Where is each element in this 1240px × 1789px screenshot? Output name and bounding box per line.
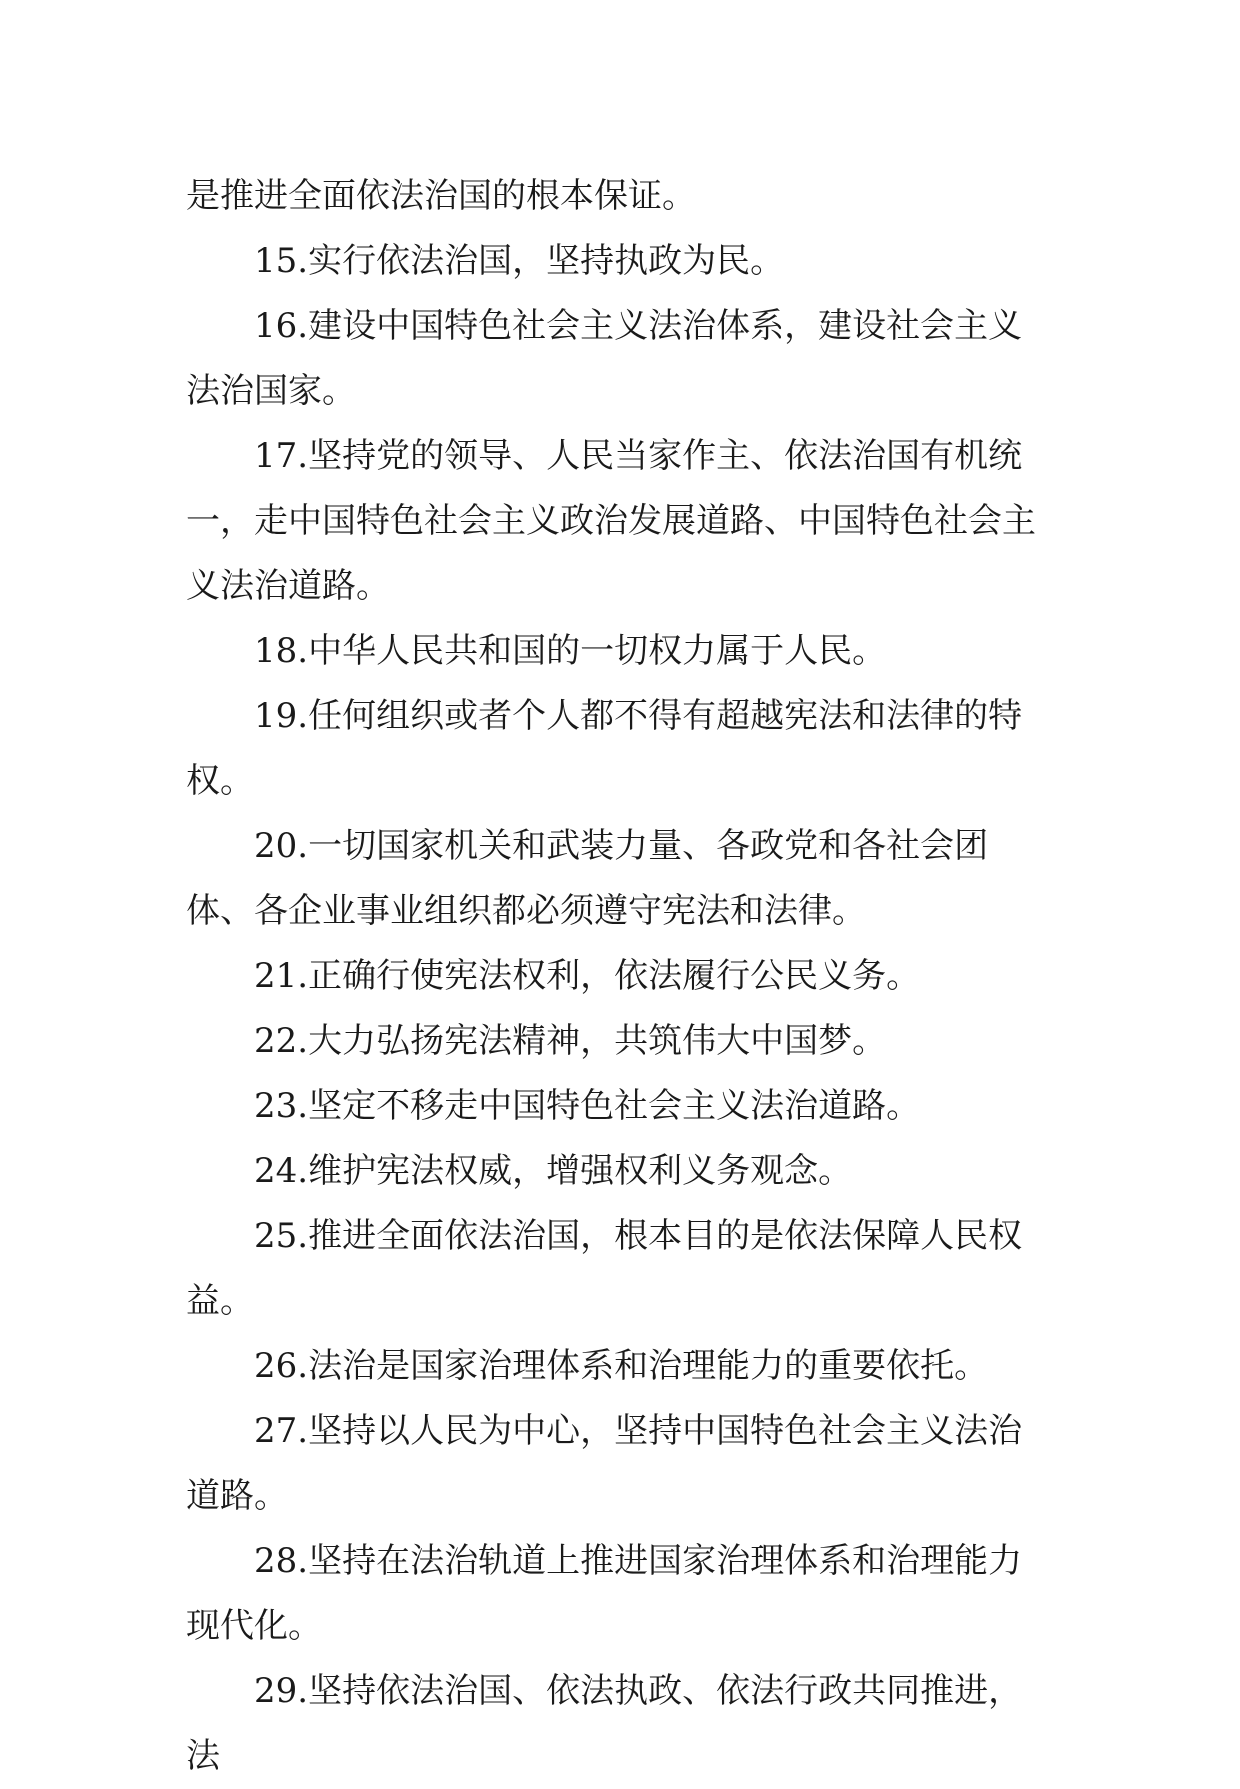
paragraph-item-20: 20.一切国家机关和武装力量、各政党和各社会团体、各企业事业组织都必须遵守宪法和法律。 [186, 826, 989, 931]
paragraph-item-28: 28.坚持在法治轨道上推进国家治理体系和治理能力现代化。 [186, 1541, 1023, 1646]
paragraph-continuation: 是推进全面依法治国的根本保证。 [186, 176, 696, 216]
paragraph-item-26: 26.法治是国家治理体系和治理能力的重要依托。 [254, 1346, 989, 1386]
paragraph-item-25: 25.推进全面依法治国，根本目的是依法保障人民权益。 [186, 1216, 1023, 1321]
paragraph-item-19: 19.任何组织或者个人都不得有超越宪法和法律的特权。 [186, 696, 1023, 801]
paragraph-item-17: 17.坚持党的领导、人民当家作主、依法治国有机统一，走中国特色社会主义政治发展道路、中国特色社会主义法治道路。 [186, 436, 1036, 606]
paragraph-item-24: 24.维护宪法权威，增强权利义务观念。 [254, 1151, 853, 1191]
paragraph-item-15: 15.实行依法治国，坚持执政为民。 [254, 241, 785, 281]
document-body [186, 164, 1056, 1789]
paragraph-item-23: 23.坚定不移走中国特色社会主义法治道路。 [254, 1086, 921, 1126]
paragraph-item-21: 21.正确行使宪法权利，依法履行公民义务。 [254, 956, 921, 996]
paragraph-item-16: 16.建设中国特色社会主义法治体系，建设社会主义法治国家。 [186, 306, 1023, 411]
paragraph-item-27: 27.坚持以人民为中心，坚持中国特色社会主义法治道路。 [186, 1411, 1023, 1516]
paragraph-item-29: 29.坚持依法治国、依法执政、依法行政共同推进，法 [186, 1671, 1023, 1776]
paragraph-item-18: 18.中华人民共和国的一切权力属于人民。 [254, 631, 887, 671]
paragraph-item-22: 22.大力弘扬宪法精神，共筑伟大中国梦。 [254, 1021, 887, 1061]
